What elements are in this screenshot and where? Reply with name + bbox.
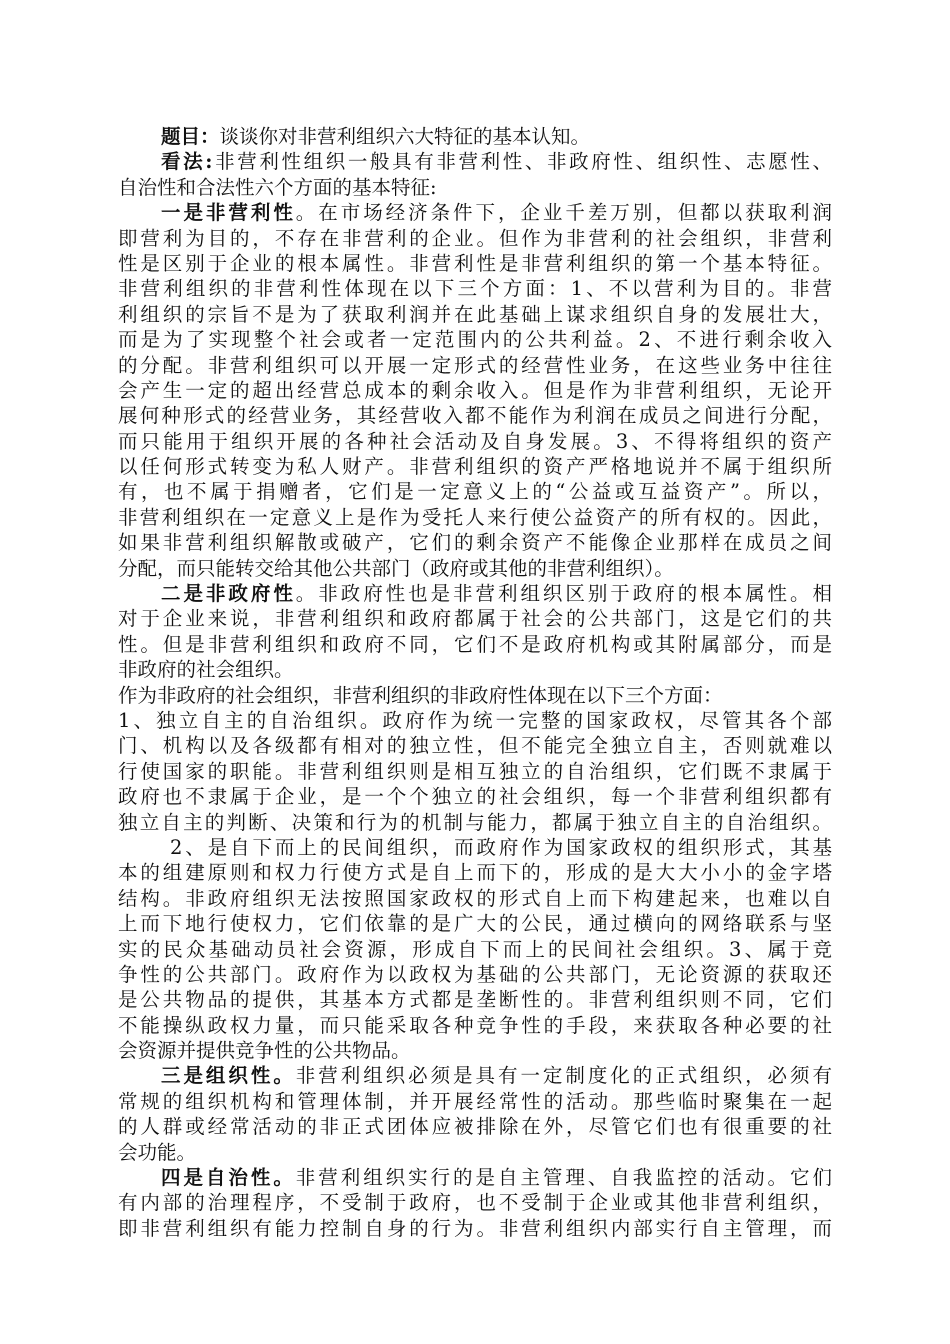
line-text: 作为非政府的社会组织，非营利组织的非政府性体现在以下三个方面： xyxy=(118,683,723,707)
line-text: 性。但是非营利组织和政府不同，它们不是政府机构或其附属部分，而是 xyxy=(118,632,832,656)
text-line xyxy=(118,581,832,606)
line-text: 常规的组织机构和管理体制，并开展经常性的活动。那些临时聚集在一起 xyxy=(118,1089,832,1113)
text-line xyxy=(118,1063,832,1088)
line-text: 非营利组织必须是具有一定制度化的正式组织，必须有 xyxy=(295,1064,832,1088)
text-line xyxy=(118,429,832,454)
line-text: 利组织的宗旨不是为了获取利润并在此基础上谋求组织自身的发展壮大， xyxy=(118,302,832,326)
text-line xyxy=(118,1165,832,1190)
text-line xyxy=(118,1013,832,1038)
line-text: 。在市场经济条件下，企业千差万别，但都以获取利润 xyxy=(295,201,832,225)
line-text: 门、机构以及各级都有相对的独立性，但不能完全独立自主，否则就难以 xyxy=(118,734,832,758)
text-line xyxy=(118,759,832,784)
text-line xyxy=(118,149,832,174)
text-line xyxy=(118,378,832,403)
line-text: 即营利为目的，不存在非营利的企业。但作为非营利的社会组织，非营利 xyxy=(118,226,832,250)
line-text: 。非政府性也是非营利组织区别于政府的根本属性。相 xyxy=(295,582,832,606)
text-line xyxy=(118,505,832,530)
line-text: 有内部的治理程序，不受制于政府，也不受制于企业或其他非营利组织， xyxy=(118,1191,832,1215)
line-text: 不能操纵政权力量，而只能采取各种竞争性的手段，来获取各种必要的社 xyxy=(118,1013,832,1037)
text-line xyxy=(118,276,832,301)
line-text: 上而下地行使权力，它们依靠的是广大的公民，通过横向的网络联系与坚 xyxy=(118,912,832,936)
text-line xyxy=(118,683,832,708)
line-text: 非营利组织的非营利性体现在以下三个方面：1、不以营利为目的。非营 xyxy=(118,277,832,301)
text-line xyxy=(118,124,832,149)
line-text: 结构。非政府组织无法按照国家政权的形式自上而下构建起来，也难以自 xyxy=(118,886,832,910)
text-line xyxy=(118,454,832,479)
line-text: 争性的公共部门。政府作为以政权为基础的公共部门，无论资源的获取还 xyxy=(118,962,832,986)
text-line xyxy=(118,708,832,733)
text-line xyxy=(118,657,832,682)
text-line xyxy=(118,1140,832,1165)
line-text: 分配，而只能转交给其他公共部门（政府或其他的非营利组织）。 xyxy=(118,556,674,580)
bold-heading: 三是组织性。 xyxy=(161,1064,296,1088)
line-text: 而只能用于组织开展的各种社会活动及自身发展。3、不得将组织的资产 xyxy=(118,429,832,453)
line-text: 自治性和合法性六个方面的基本特征: xyxy=(118,175,437,199)
text-line xyxy=(118,327,832,352)
text-line xyxy=(118,226,832,251)
line-text: 非政府的社会组织。 xyxy=(118,658,294,682)
text-line xyxy=(118,937,832,962)
text-line xyxy=(118,784,832,809)
text-line xyxy=(118,987,832,1012)
bold-heading: 题目： xyxy=(161,125,220,148)
text-line xyxy=(118,556,832,581)
line-text: 的人群或经常活动的非正式团体应被排除在外，尽管它们也有很重要的社 xyxy=(118,1115,832,1139)
line-text: 非营利组织实行的是自主管理、自我监控的活动。它们 xyxy=(295,1166,832,1190)
line-text: 展何种形式的经营业务，其经营收入都不能作为利润在成员之间进行分配， xyxy=(118,404,832,428)
bold-heading: 一是非营利性 xyxy=(161,201,296,225)
text-line xyxy=(118,810,832,835)
line-text: 以任何形式转变为私人财产。非营利组织的资产严格地说并不属于组织所 xyxy=(118,455,832,479)
line-text: 行使国家的职能。非营利组织则是相互独立的自治组织，它们既不隶属于 xyxy=(118,759,832,783)
line-text: 有，也不属于捐赠者，它们是一定意义上的“公益或互益资产”。所以， xyxy=(118,480,832,504)
bold-heading: 二是非政府性 xyxy=(161,582,296,606)
line-text: 政府也不隶属于企业，是一个个独立的社会组织，每一个非营利组织都有 xyxy=(118,785,832,809)
line-text: 非营利组织在一定意义上是作为受托人来行使公益资产的所有权的。因此， xyxy=(118,505,832,529)
line-text: 谈谈你对非营利组织六大特征的基本认知。 xyxy=(219,125,591,148)
line-text: 是公共物品的提供，其基本方式都是垄断性的。非营利组织则不同，它们 xyxy=(118,988,832,1012)
text-line xyxy=(118,886,832,911)
text-line xyxy=(118,962,832,987)
text-line xyxy=(118,479,832,504)
line-text: 而是为了实现整个社会或者一定范围内的公共利益。2、不进行剩余收入 xyxy=(118,328,832,352)
line-text: 会资源并提供竞争性的公共物品。 xyxy=(118,1039,411,1063)
text-line xyxy=(118,1089,832,1114)
text-line xyxy=(118,302,832,327)
text-line xyxy=(118,403,832,428)
text-line xyxy=(118,733,832,758)
line-text: 会功能。 xyxy=(118,1140,197,1164)
text-line xyxy=(118,175,832,200)
bold-heading: 四是自治性。 xyxy=(161,1166,296,1190)
line-text: 即非营利组织有能力控制自身的行为。非营利组织内部实行自主管理，而 xyxy=(118,1216,832,1240)
document-page xyxy=(118,124,832,1241)
line-text: 本的组建原则和权力行使方式是自上而下的，形成的是大大小小的金字塔 xyxy=(118,861,832,885)
text-line xyxy=(118,911,832,936)
line-text: 性是区别于企业的根本属性。非营利性是非营利组织的第一个基本特征。 xyxy=(118,251,832,275)
line-text: 会产生一定的超出经营总成本的剩余收入。但是作为非营利组织，无论开 xyxy=(118,378,832,402)
text-line xyxy=(118,632,832,657)
text-line xyxy=(118,835,832,860)
bold-heading: 看法: xyxy=(161,150,213,174)
text-line xyxy=(118,530,832,555)
text-line xyxy=(118,1038,832,1063)
line-text: 对于企业来说，非营利组织和政府都属于社会的公共部门，这是它们的共 xyxy=(118,607,832,631)
text-line xyxy=(118,606,832,631)
text-line xyxy=(118,200,832,225)
line-text: 实的民众基础动员社会资源，形成自下而上的民间社会组织。3、属于竞 xyxy=(118,937,832,961)
text-line xyxy=(118,1216,832,1241)
text-line xyxy=(118,353,832,378)
line-text: 的分配。非营利组织可以开展一定形式的经营性业务，在这些业务中往往 xyxy=(118,353,832,377)
line-text: 1、独立自主的自治组织。政府作为统一完整的国家政权，尽管其各个部 xyxy=(118,708,832,732)
text-line xyxy=(118,251,832,276)
text-line xyxy=(118,1114,832,1139)
line-text: 独立自主的判断、决策和行为的机制与能力，都属于独立自主的自治组织。 xyxy=(118,810,832,834)
text-line xyxy=(118,1190,832,1215)
line-text: 2、是自下而上的民间组织，而政府作为国家政权的组织形式，其基 xyxy=(170,835,832,859)
line-text: 如果非营利组织解散或破产，它们的剩余资产不能像企业那样在成员之间 xyxy=(118,531,832,555)
text-line xyxy=(118,860,832,885)
line-text: 非营利性组织一般具有非营利性、非政府性、组织性、志愿性、 xyxy=(212,150,832,174)
